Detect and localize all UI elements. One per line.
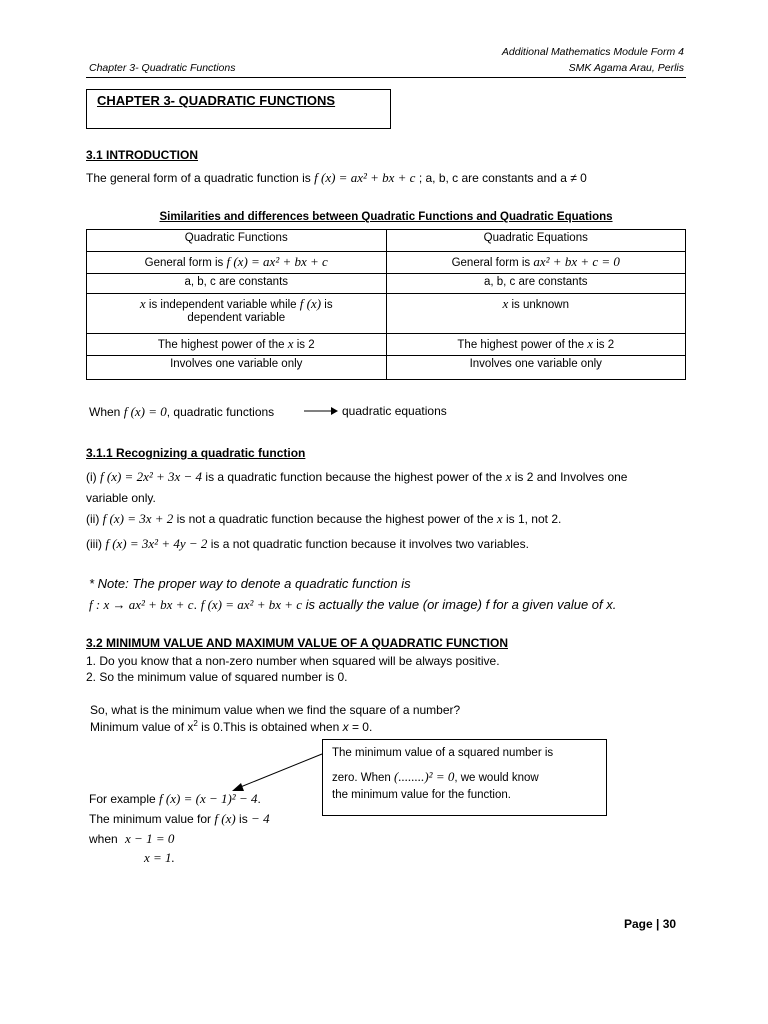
callout-line2	[332, 769, 539, 785]
section-heading-recognizing: 3.1.1 Recognizing a quadratic function	[86, 446, 306, 460]
table-row	[87, 230, 686, 252]
note-fx: f (x) = ax² + bx + c	[200, 597, 303, 612]
item-text: is not a quadratic function because the highest power of the	[176, 512, 494, 526]
table-row	[87, 334, 686, 356]
when-middle: , quadratic functions	[166, 405, 275, 419]
intro-constants: ; a, b, c are constants and a ≠ 0	[418, 171, 587, 185]
example-min-value: − 4	[251, 811, 270, 826]
example-dot: .	[257, 792, 261, 806]
item-text: is 2 and Involves one	[514, 470, 628, 484]
chapter-title-box	[86, 89, 391, 129]
table-caption: Similarities and differences between Quadratic Functions and Quadratic Equations	[159, 211, 613, 223]
header-module-title: Additional Mathematics Module Form 4	[501, 46, 684, 58]
item-formula: f (x) = 2x² + 3x − 4	[100, 469, 203, 484]
intro-paragraph	[86, 170, 587, 186]
page-number: 30	[662, 917, 677, 931]
header-rule	[86, 77, 686, 78]
example-equation-1: x − 1 = 0	[125, 831, 175, 846]
example-i-continued: variable only.	[86, 491, 156, 505]
callout-text: , we would know	[454, 772, 539, 784]
note-line2	[89, 597, 616, 613]
table-header-equations: Quadratic Equations	[386, 230, 686, 252]
callout-formula: (........)² = 0	[394, 769, 455, 784]
minmax-point-1: 1. Do you know that a non-zero number when squared will be always positive.	[86, 654, 500, 668]
cell-text: is 2	[296, 339, 315, 351]
when-line	[89, 404, 274, 420]
example-line	[89, 791, 261, 807]
section-heading-intro: 3.1 INTRODUCTION	[86, 148, 199, 162]
callout-line1: The minimum value of a squared number is	[332, 747, 554, 759]
example-when-line	[89, 831, 174, 847]
example-ii	[86, 511, 561, 527]
cell-formula: ax² + bx + c = 0	[533, 254, 620, 269]
table-cell	[386, 294, 686, 334]
when-end: quadratic equations	[342, 404, 447, 418]
example-min-line	[89, 811, 270, 827]
answer-text: is 0.This is obtained when	[201, 720, 340, 734]
item-formula: f (x) = 3x + 2	[102, 511, 174, 526]
item-text: is a quadratic function because the highest power of the	[205, 470, 503, 484]
table-row	[87, 274, 686, 294]
item-text: is a not quadratic function because it involves two variables.	[210, 537, 529, 551]
page-label: Page	[624, 917, 653, 931]
cell-text: is independent variable while	[148, 299, 297, 311]
answer-var: x	[342, 720, 349, 734]
example-i	[86, 469, 627, 485]
example-iii	[86, 536, 529, 552]
callout-text: zero. When	[332, 772, 391, 784]
minmax-question: So, what is the minimum value when we find the square of a number?	[90, 703, 461, 717]
answer-text: Minimum value of x	[90, 720, 194, 734]
when-prefix: When	[89, 405, 121, 419]
minmax-point-2: 2. So the minimum value of squared number is 0.	[86, 670, 348, 684]
example-text: is	[239, 812, 248, 826]
table-cell	[87, 252, 387, 274]
callout-box	[322, 739, 607, 816]
page-footer: Page | 30	[624, 917, 677, 931]
example-formula: f (x) = (x − 1)² − 4	[159, 791, 258, 806]
cell-var: x	[587, 336, 593, 351]
item-label: (iii)	[86, 537, 102, 551]
header-school-name: SMK Agama Arau, Perlis	[568, 62, 684, 74]
answer-superscript: 2	[193, 719, 198, 728]
comparison-table	[86, 229, 686, 380]
chapter-title: CHAPTER 3- QUADRATIC FUNCTIONS	[97, 93, 336, 108]
cell-text: The highest power of the	[157, 339, 285, 351]
item-var: x	[505, 469, 512, 484]
cell-var: x	[502, 296, 509, 311]
when-formula: f (x) = 0	[123, 404, 167, 419]
callout-line3: the minimum value for the function.	[332, 789, 511, 801]
cell-text: dependent variable	[187, 312, 286, 324]
example-equation-2-text: x = 1	[144, 850, 172, 865]
table-row	[87, 294, 686, 334]
table-cell: Involves one variable only	[386, 356, 686, 380]
example-formula: f (x)	[214, 811, 236, 826]
header-chapter: Chapter 3- Quadratic Functions	[89, 62, 236, 74]
table-cell: a, b, c are constants	[87, 274, 387, 294]
cell-var: x	[139, 296, 146, 311]
table-row	[87, 356, 686, 380]
item-label: (ii)	[86, 512, 100, 526]
cell-text: General form is	[144, 257, 224, 269]
table-cell: Involves one variable only	[87, 356, 387, 380]
cell-text: General form is	[451, 257, 531, 269]
note-map: f : x → ax² + bx + c	[89, 597, 194, 612]
item-text: is 1, not 2.	[505, 512, 562, 526]
cell-text: is unknown	[511, 299, 570, 311]
example-text: The minimum value for	[89, 812, 212, 826]
arrow-right-icon	[303, 405, 339, 417]
table-header-functions: Quadratic Functions	[87, 230, 387, 252]
intro-text: The general form of a quadratic function is	[86, 171, 311, 185]
table-cell	[87, 334, 387, 356]
example-text: For example	[89, 792, 156, 806]
note-dot: .	[193, 597, 198, 612]
minmax-answer	[90, 719, 372, 734]
table-cell: a, b, c are constants	[386, 274, 686, 294]
table-cell	[386, 252, 686, 274]
item-var: x	[496, 511, 503, 526]
section-heading-minmax: 3.2 MINIMUM VALUE AND MAXIMUM VALUE OF A QUADRATIC FUNCTION	[86, 636, 508, 650]
table-cell	[87, 294, 387, 334]
note-line1: * Note: The proper way to denote a quadratic function is	[89, 576, 411, 591]
cell-formula: f (x)	[299, 296, 322, 311]
example-equation-2: x = 1.	[144, 850, 175, 865]
note-rest: is actually the value (or image) f for a given value of x.	[305, 597, 617, 612]
item-label: (i)	[86, 470, 97, 484]
example-text: when	[89, 832, 118, 846]
item-formula: f (x) = 3x² + 4y − 2	[105, 536, 208, 551]
cell-formula: f (x) = ax² + bx + c	[226, 254, 328, 269]
cell-text: is 2	[596, 339, 615, 351]
answer-text: = 0.	[351, 720, 373, 734]
cell-text: is	[324, 299, 333, 311]
cell-text: The highest power of the	[457, 339, 584, 351]
table-cell	[386, 334, 686, 356]
table-row	[87, 252, 686, 274]
intro-formula: f (x) = ax² + bx + c	[314, 170, 416, 185]
cell-var: x	[287, 336, 294, 351]
callout-arrow-icon	[228, 752, 324, 796]
